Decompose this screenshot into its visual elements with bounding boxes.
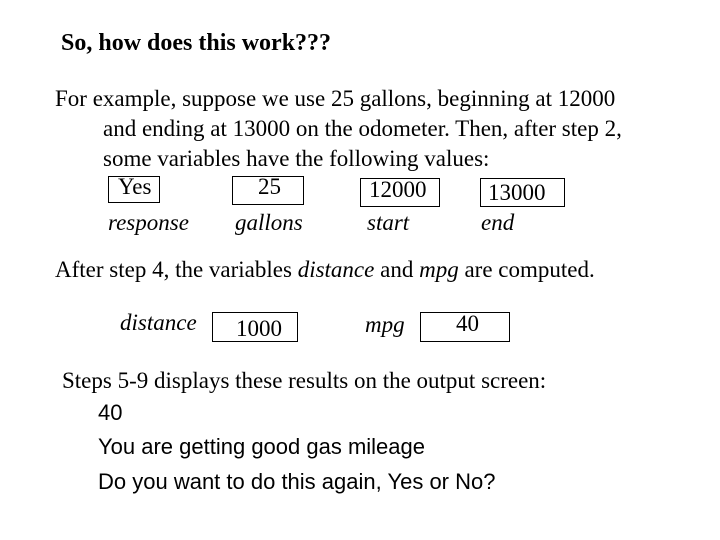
distance-value: 1000	[236, 316, 282, 341]
step4-middle: and	[374, 257, 420, 282]
output-line-3: Do you want to do this again, Yes or No?	[98, 469, 496, 494]
response-value: Yes	[118, 174, 152, 199]
intro-line-1: For example, suppose we use 25 gallons, beginning at 12000	[55, 86, 616, 111]
step4-suffix: are computed.	[458, 257, 595, 282]
response-label: response	[108, 210, 189, 235]
end-label: end	[481, 210, 515, 235]
slide-title: So, how does this work???	[61, 30, 332, 56]
intro-line-3: some variables have the following values:	[103, 146, 490, 171]
output-line-2: You are getting good gas mileage	[98, 434, 425, 459]
gallons-value: 25	[258, 174, 281, 199]
start-value: 12000	[369, 177, 427, 202]
output-line-1: 40	[98, 400, 123, 425]
step4-sentence	[55, 255, 595, 285]
mpg-value: 40	[456, 311, 479, 336]
start-label: start	[367, 210, 410, 235]
step4-prefix: After step 4, the variables	[55, 257, 298, 282]
step4-var-mpg: mpg	[419, 257, 459, 282]
steps-5-9-text: Steps 5-9 displays these results on the output screen:	[62, 368, 547, 393]
gallons-label: gallons	[235, 210, 303, 235]
end-value: 13000	[488, 180, 546, 205]
intro-line-2: and ending at 13000 on the odometer. Then, after step 2,	[103, 116, 622, 141]
distance-label: distance	[120, 310, 197, 335]
step4-var-distance: distance	[297, 257, 375, 282]
mpg-label: mpg	[365, 312, 405, 337]
